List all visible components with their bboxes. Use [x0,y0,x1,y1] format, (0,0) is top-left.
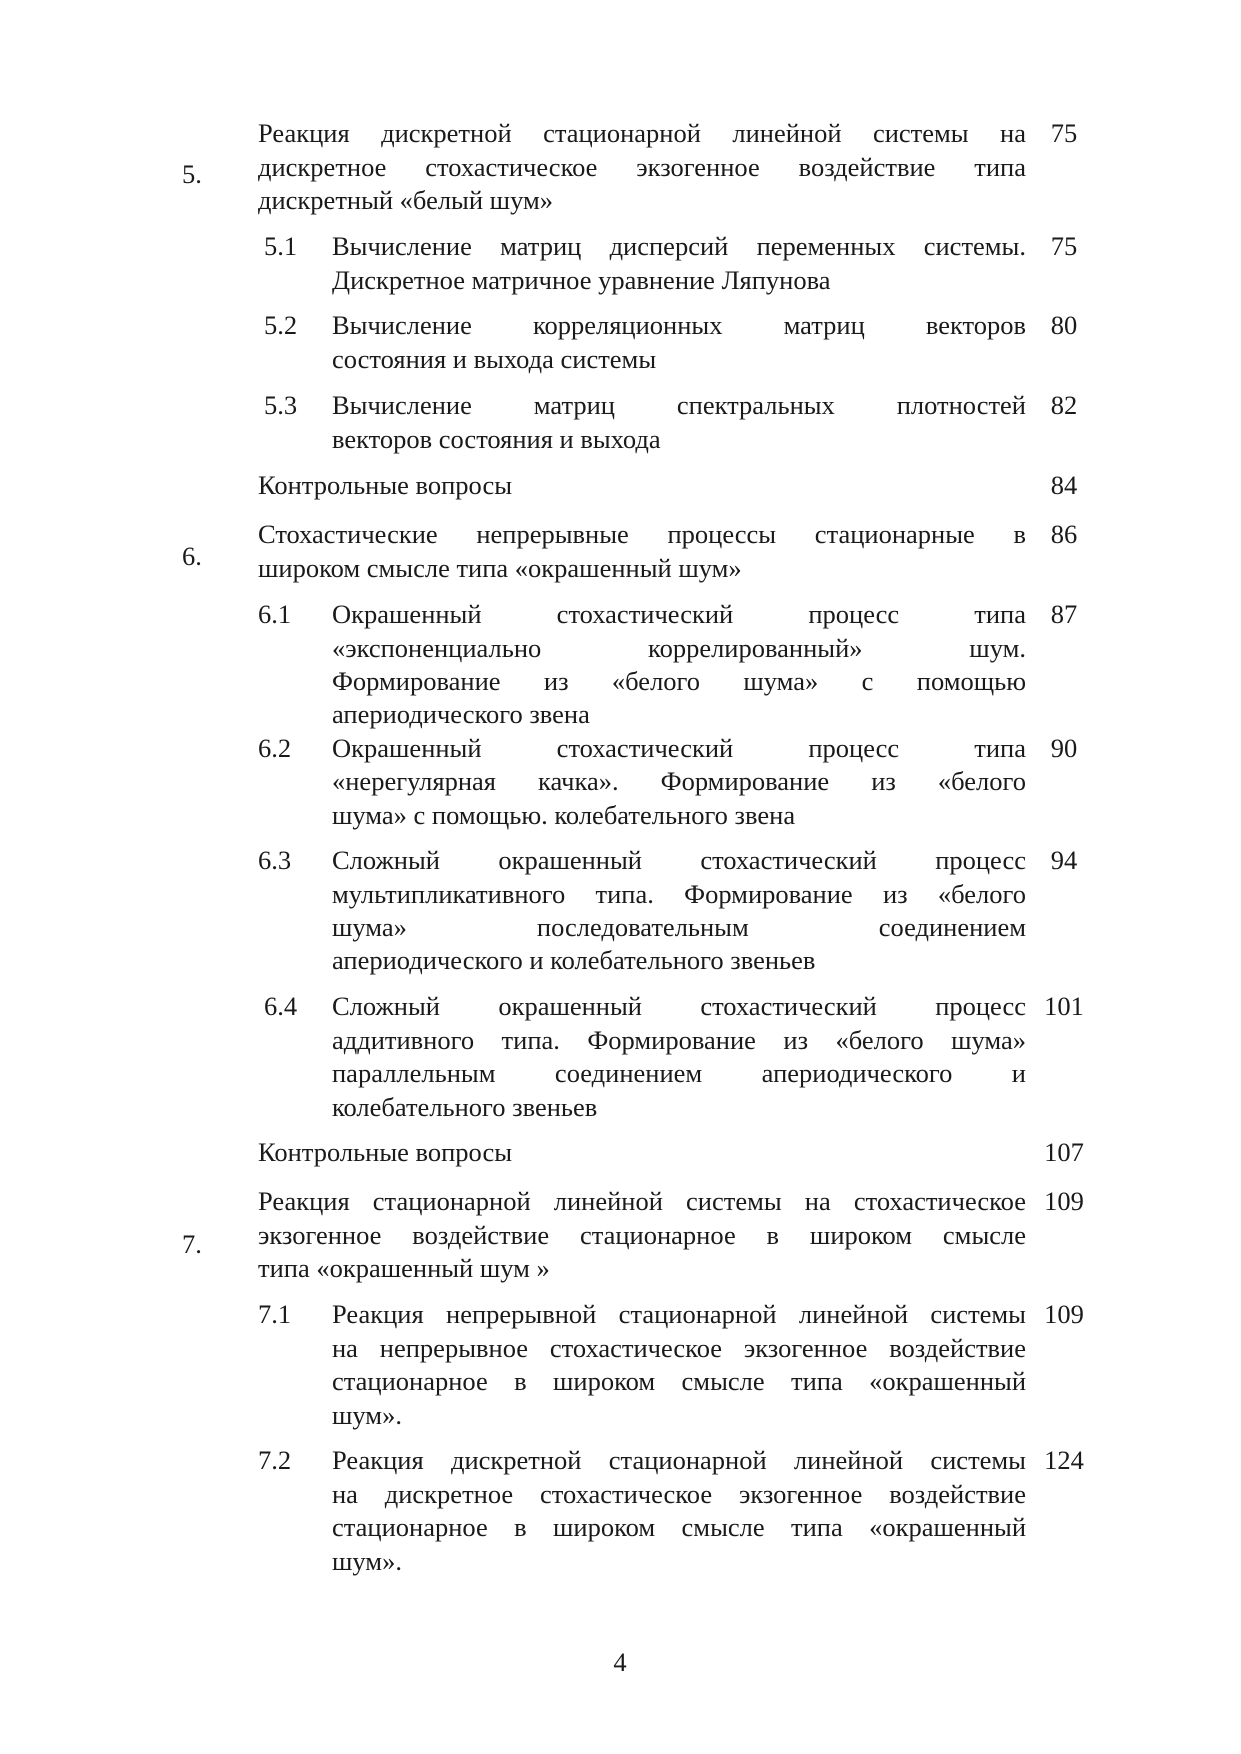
section-7-2-title-line: шум». [332,1546,402,1576]
section-6-4-title-line: колебательного звеньев [332,1092,598,1122]
section-5-1-number: 5.1 [264,231,298,261]
section-6-2-page: 90 [1050,733,1078,763]
chapter-5-title-line: дискретный «белый шум» [258,185,553,215]
section-6-4-page: 101 [1044,991,1084,1021]
section-5-2-title-line: Вычисление корреляционных матриц векторов [332,310,1026,340]
chapter-7-title-line: типа «окрашенный шум » [258,1253,550,1283]
chapter-7-title-line: Реакция стационарной линейной системы на стохастическое [258,1186,1026,1216]
section-7-2-title-line: Реакция дискретной стационарной линейной системы [332,1445,1026,1475]
chapter-5-title-line: дискретное стохастическое экзогенное воздействие типа [258,152,1026,182]
chapter-5-number: 5. [182,159,202,189]
section-6-3-number: 6.3 [258,845,292,875]
section-5-2-number: 5.2 [264,310,298,340]
section-7-2-title-line: стационарное в широком смысле типа «окрашенный [332,1512,1026,1542]
chapter-6-questions: Контрольные вопросы [258,1137,513,1167]
section-6-1-title-line: «экспоненциально коррелированный» шум. [332,633,1026,663]
section-5-2-title-line: состояния и выхода системы [332,344,657,374]
section-6-3-page: 94 [1050,845,1078,875]
section-6-2-title-line: шума» с помощью. колебательного звена [332,800,796,830]
chapter-5-page: 75 [1050,118,1078,148]
chapter-7-title-line: экзогенное воздействие стационарное в широком смысле [258,1220,1026,1250]
section-6-1-number: 6.1 [258,599,292,629]
section-6-4-title-line: аддитивного типа. Формирование из «белого шума» [332,1025,1026,1055]
section-6-3-title-line: апериодического и колебательного звеньев [332,945,816,975]
section-6-1-title-line: апериодического звена [332,699,590,729]
chapter-6-page: 86 [1050,519,1078,549]
section-7-1-title-line: шум». [332,1400,402,1430]
section-6-3-title-line: шума» последовательным соединением [332,912,1026,942]
chapter-6-title-line: широком смысле типа «окрашенный шум» [258,553,742,583]
chapter-7-page: 109 [1044,1186,1084,1216]
chapter-7-number: 7. [182,1229,202,1259]
section-6-2-title-line: Окрашенный стохастический процесс типа [332,733,1026,763]
chapter-6-title-line: Стохастические непрерывные процессы стационарные в [258,519,1026,549]
chapter-5-questions-page: 84 [1050,470,1078,500]
page-number: 4 [613,1647,627,1677]
section-6-3-title-line: мультипликативного типа. Формирование из «белого [332,879,1026,909]
section-6-1-title-line: Формирование из «белого шума» с помощью [332,666,1026,696]
section-7-1-title-line: на непрерывное стохастическое экзогенное воздействие [332,1333,1026,1363]
section-7-2-number: 7.2 [258,1445,292,1475]
section-7-1-title-line: Реакция непрерывной стационарной линейной системы [332,1299,1026,1329]
chapter-6-number: 6. [182,541,202,571]
section-6-1-title-line: Окрашенный стохастический процесс типа [332,599,1026,629]
section-7-1-title-line: стационарное в широком смысле типа «окрашенный [332,1366,1026,1396]
section-6-4-number: 6.4 [264,991,298,1021]
section-6-4-title-line: Сложный окрашенный стохастический процесс [332,991,1026,1021]
section-7-1-page: 109 [1044,1299,1084,1329]
section-7-1-number: 7.1 [258,1299,292,1329]
section-5-3-title-line: Вычисление матриц спектральных плотностей [332,390,1026,420]
section-6-4-title-line: параллельным соединением апериодического и [332,1058,1026,1088]
section-5-1-page: 75 [1050,231,1078,261]
chapter-6-questions-page: 107 [1044,1137,1084,1167]
section-6-3-title-line: Сложный окрашенный стохастический процесс [332,845,1026,875]
section-5-3-title-line: векторов состояния и выхода [332,424,661,454]
section-5-3-page: 82 [1050,390,1078,420]
chapter-5-title-line: Реакция дискретной стационарной линейной системы на [258,118,1026,148]
section-7-2-title-line: на дискретное стохастическое экзогенное воздействие [332,1479,1026,1509]
section-5-2-page: 80 [1050,310,1078,340]
section-6-2-title-line: «нерегулярная качка». Формирование из «белого [332,766,1026,796]
section-6-2-number: 6.2 [258,733,292,763]
chapter-5-questions: Контрольные вопросы [258,470,513,500]
section-7-2-page: 124 [1044,1445,1084,1475]
section-5-1-title-line: Дискретное матричное уравнение Ляпунова [332,265,831,295]
section-5-1-title-line: Вычисление матриц дисперсий переменных системы. [332,231,1026,261]
section-5-3-number: 5.3 [264,390,298,420]
section-6-1-page: 87 [1050,599,1078,629]
